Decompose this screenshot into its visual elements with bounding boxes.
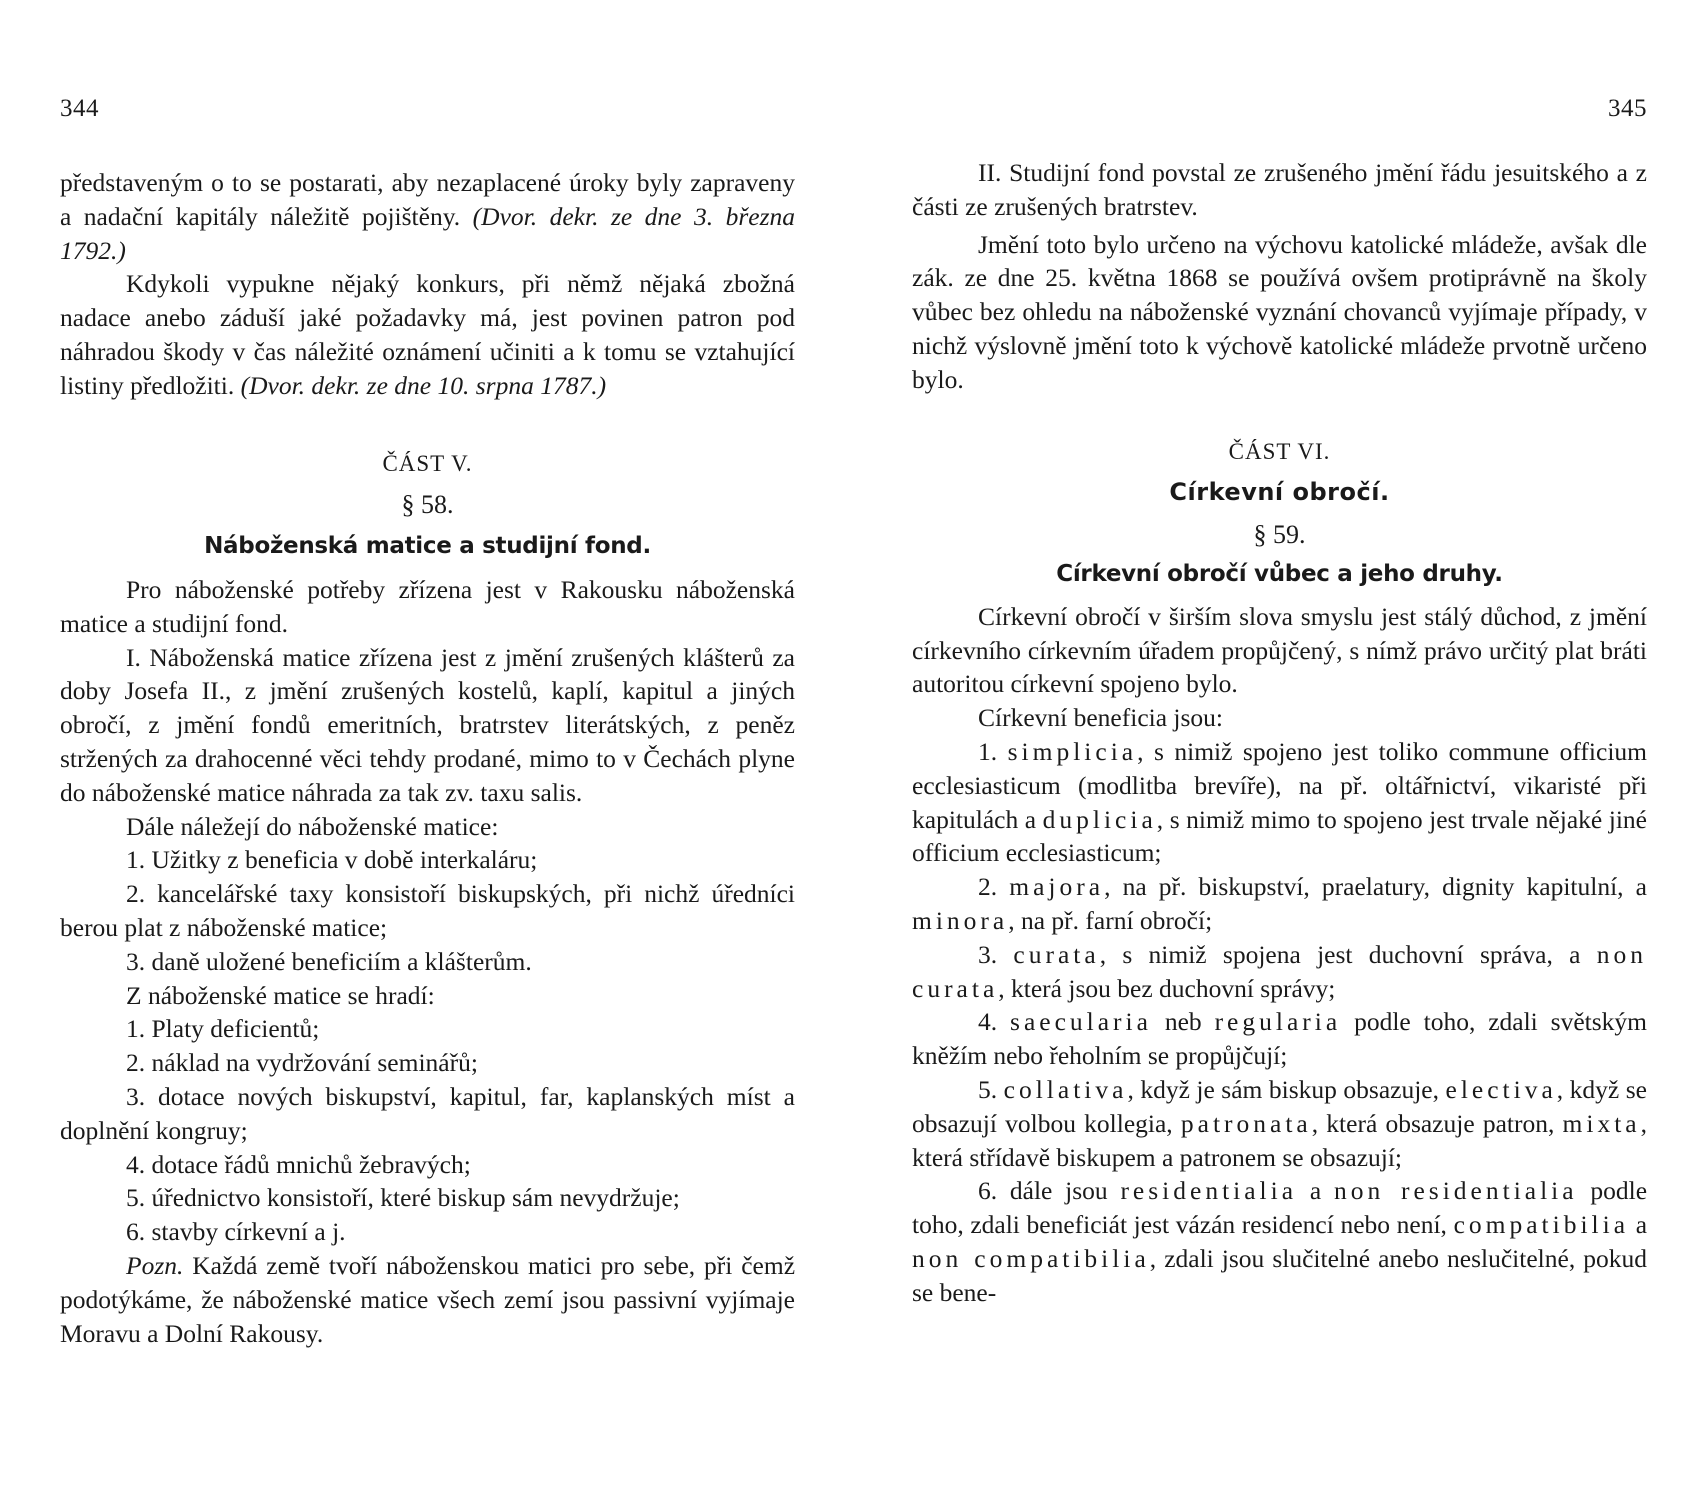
spaced-term: minora: [912, 905, 1009, 935]
right-page: [912, 0, 1647, 1500]
paragraph: Jmění toto bylo určeno na výchovu katolické mládeže, avšak dle zák. ze dne 25. května 1868 se používá ovšem protiprávně na školy vůbec bez ohledu na náboženské vyznání chovanců vyjímaje případy, v nichž výslovně jmění toto k výchově katolické mládeže prvotně určeno bylo.: [912, 229, 1647, 394]
spaced-term: patronata: [1180, 1108, 1312, 1138]
page-body: [912, 156, 1647, 1310]
section-title: Církevní obročí vůbec a jeho druhy.: [1056, 560, 1503, 587]
list-item: 3. daně uložené beneficiím a klášterům.: [126, 946, 532, 976]
paragraph: Kdykoli vypukne nějaký konkurs, při němž nějaká zbožná nadace anebo záduší jaké požadavky má, jest povinen patron pod náhradou škody v čas náležité oznámení učiniti a k tomu se vztahující listiny předložiti. (Dvor. dekr. ze dne 10. srpna 1787.): [60, 269, 795, 400]
page-number: 345: [1608, 95, 1647, 122]
left-page: [60, 0, 795, 1500]
list-item: 1. Užitky z beneficia v době interkaláru;: [126, 845, 538, 875]
spaced-term: non curata: [912, 939, 1647, 1003]
list-item: 2. majora, na př. biskupství, praelatury, dignity kapitulní, a minora, na př. farní obročí;: [912, 872, 1648, 935]
list-item: 4. dotace řádů mnichů žebravých;: [126, 1149, 471, 1179]
paragraph: Dále náležejí do náboženské matice:: [126, 811, 499, 841]
paragraph: Z náboženské matice se hradí:: [126, 980, 435, 1010]
spaced-term: regularia: [1214, 1007, 1342, 1037]
list-item: 2. kancelářské taxy konsistoří biskupských, při nichž úředníci berou plat z náboženské matice;: [60, 879, 795, 942]
list-item: 5. collativa, když je sám biskup obsazuje, electiva, když se obsazují volbou kollegia, patronata, která obsazuje patron, mixta, která střídavě biskupem a patronem se obsazují;: [912, 1074, 1647, 1172]
paragraph: Církevní obročí v širším slova smyslu jest stálý důchod, z jmění církevního církevním úřadem propůjčený, s nímž právo určitý plat bráti autoritou církevní spojeno bylo.: [912, 601, 1647, 699]
spaced-term: simplicia: [1007, 736, 1138, 766]
spaced-term: non compatibilia: [912, 1243, 1150, 1273]
spaced-term: non residentialia: [1333, 1176, 1578, 1206]
list-item: 3. curata, s nimiž spojena jest duchovní správa, a non curata, která jsou bez duchovní správy;: [912, 939, 1647, 1003]
list-item: 1. simplicia, s nimiž spojeno jest toliko commune officium ecclesiasticum (modlitba brevíře), na př. oltářnictví, vikaristé při kapitulách a duplicia, s nimiž mimo to spojeno jest trvale nějaké jiné officium ecclesiasticum;: [912, 736, 1647, 868]
note-label: Pozn.: [126, 1250, 184, 1280]
paragraph: Církevní beneficia jsou:: [978, 703, 1224, 733]
page-body: [60, 166, 795, 1350]
spaced-term: electiva: [1445, 1074, 1557, 1104]
page-number: 344: [60, 95, 99, 122]
list-item: 6. stavby církevní a j.: [126, 1217, 346, 1247]
spaced-term: mixta: [1562, 1108, 1641, 1138]
list-item: 5. úřednictvo konsistoří, které biskup sám nevydržuje;: [126, 1183, 680, 1213]
paragraph: představeným o to se postarati, aby nezaplacené úroky byly zapraveny a nadační kapitály náležitě pojištěny. (Dvor. dekr. ze dne 3. března 1792.): [60, 168, 795, 265]
list-item: 3. dotace nových biskupství, kapitul, far, kaplanských míst a doplnění kongruy;: [60, 1081, 795, 1145]
section-mark: § 58.: [401, 490, 454, 520]
list-item: 2. náklad na vydržování seminářů;: [126, 1048, 478, 1078]
spaced-term: majora: [1009, 872, 1105, 902]
spaced-term: curata: [1013, 939, 1100, 969]
spaced-term: saecularia: [1010, 1007, 1152, 1037]
list-item: 4. saecularia neb regularia podle toho, zdali světským kněžím nebo řeholním se propůjčují;: [912, 1007, 1647, 1071]
paragraph: II. Studijní fond povstal ze zrušeného jmění řádu jesuitského a z části ze zrušených bratrstev.: [912, 158, 1647, 221]
paragraph: I. Náboženská matice zřízena jest z jmění zrušených klášterů za doby Josefa II., z jmění zrušených kostelů, kaplí, kapitul a jiných obročí, z jmění fondů emeritních, bratrstev literátských, z peněz stržených za drahocenné věci tehdy prodané, mimo to v Čechách plyne do náboženské matice náhrada za tak zv. taxu salis.: [60, 642, 795, 807]
list-item: 6. dále jsou residentialia a non residentialia podle toho, zdali beneficiát jest vázán residencí nebo není, compatibilia a non compatibilia, zdali jsou slučitelné anebo neslučitelné, pokud se bene-: [912, 1176, 1648, 1307]
citation: (Dvor. dekr. ze dne 10. srpna 1787.): [240, 370, 607, 400]
citation: (Dvor. dekr. ze dne 3. března 1792.): [60, 201, 795, 265]
spaced-term: compatibilia: [1453, 1210, 1630, 1240]
section-title: Náboženská matice a studijní fond.: [204, 533, 651, 560]
paragraph: Pro náboženské potřeby zřízena jest v Rakousku náboženská matice a studijní fond.: [60, 574, 795, 638]
part-heading: ČÁST V.: [382, 450, 473, 476]
spaced-term: duplicia: [1042, 804, 1157, 834]
note: Pozn. Každá země tvoří náboženskou matici pro sebe, při čemž podotýkáme, že náboženské matice všech zemí jsou passivní vyjímaje Moravu a Dolní Rakousy.: [60, 1250, 796, 1348]
section-mark: § 59.: [1253, 520, 1306, 550]
list-item: 1. Platy deficientů;: [126, 1014, 320, 1044]
spaced-term: residentialia: [1120, 1176, 1298, 1206]
part-title: Církevní obročí.: [1169, 478, 1390, 507]
part-heading: ČÁST VI.: [1228, 438, 1331, 464]
spaced-term: collativa: [1003, 1074, 1128, 1104]
